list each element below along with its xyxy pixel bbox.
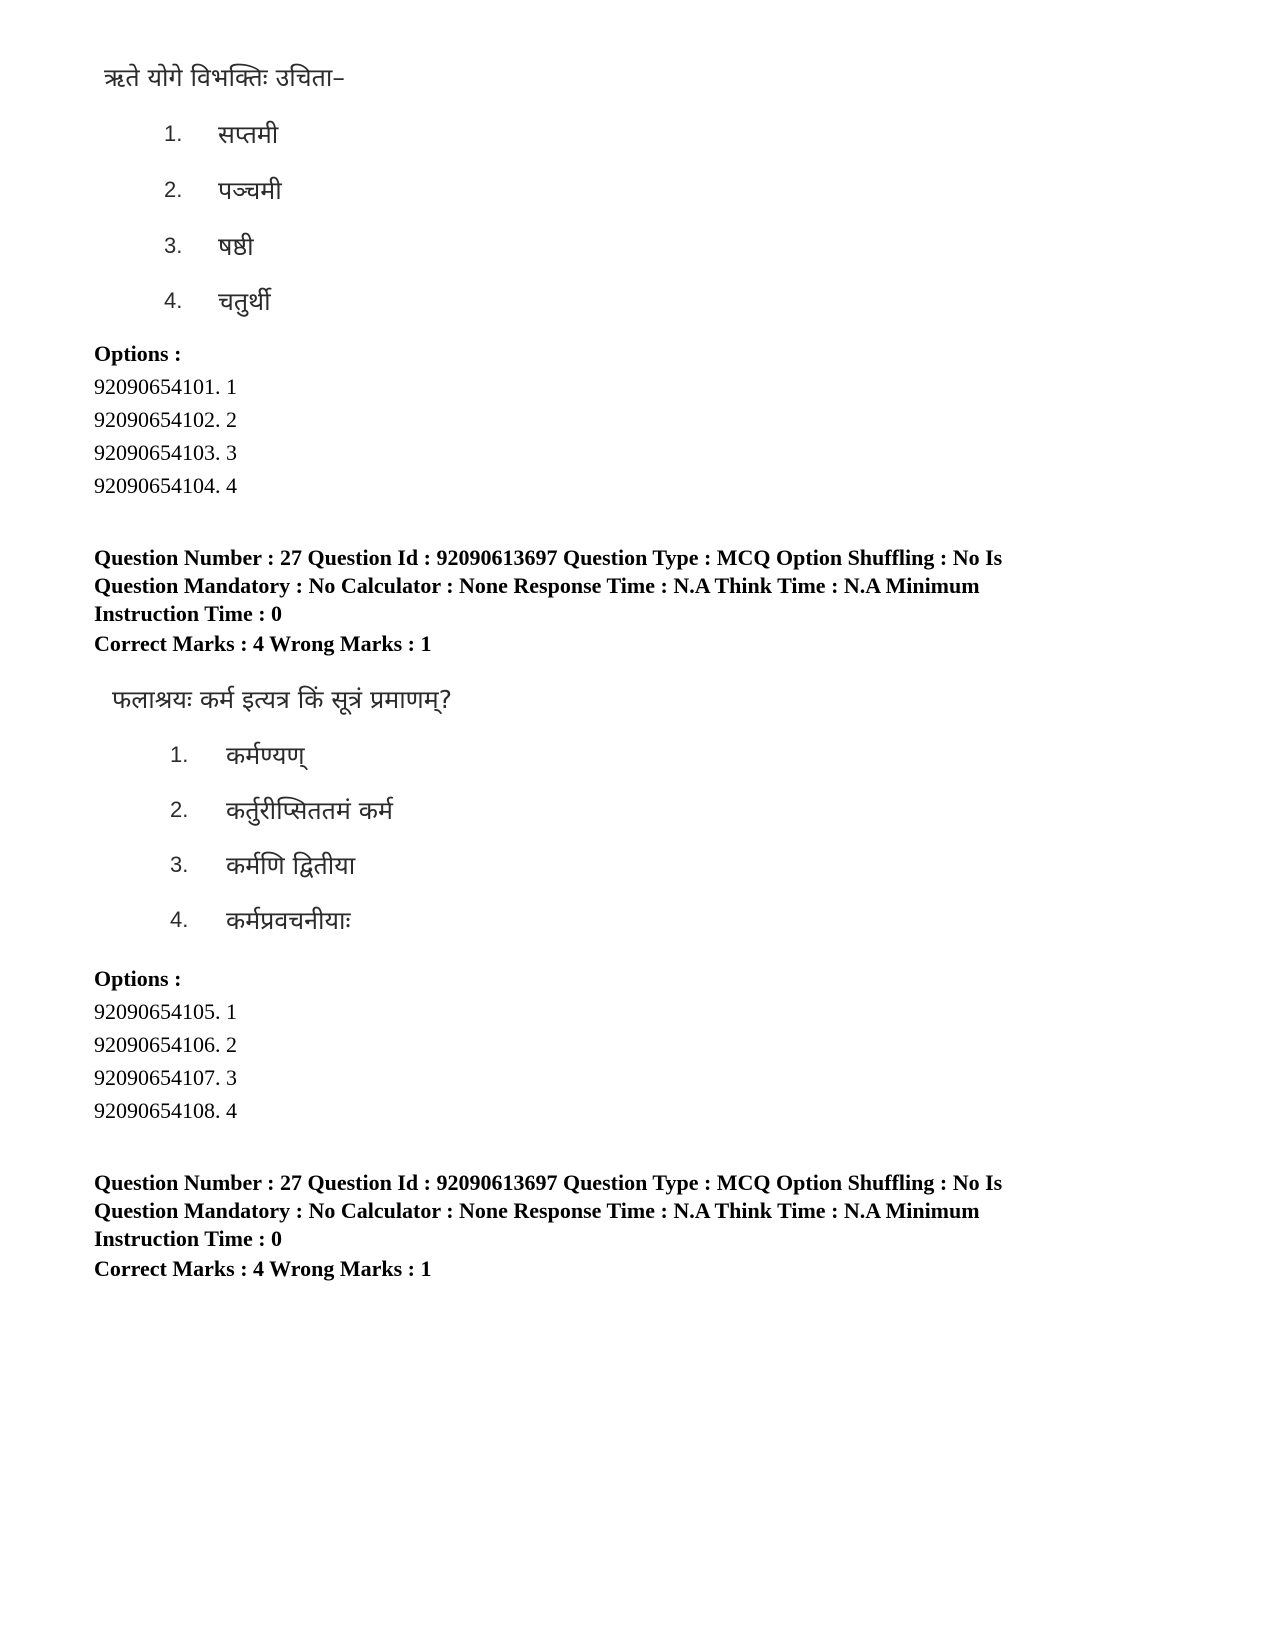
choice-text: पञ्चमी: [218, 176, 282, 205]
marks-line: Correct Marks : 4 Wrong Marks : 1: [94, 1256, 432, 1281]
choice-text: कर्मणि द्वितीया: [226, 851, 356, 880]
choice-number: 3.: [164, 233, 183, 258]
option-item: [94, 1094, 237, 1127]
choice-text: सप्तमी: [218, 120, 279, 149]
choice-row: [164, 117, 278, 151]
meta-line: Question Mandatory : No Calculator : None Response Time : N.A Think Time : N.A Minimum: [94, 573, 980, 598]
meta-line: Question Mandatory : No Calculator : None Response Time : N.A Think Time : N.A Minimum: [94, 1198, 980, 1223]
option-value: 2: [226, 1032, 237, 1057]
option-id: 92090654105.: [94, 999, 221, 1024]
option-value: 4: [226, 1098, 237, 1123]
question-stem-2: फलाश्रयः कर्म इत्यत्र किं सूत्रं प्रमाणम्?: [112, 685, 452, 714]
options-label: Options :: [94, 966, 182, 991]
marks-line: Correct Marks : 4 Wrong Marks : 1: [94, 631, 432, 656]
meta-line: Instruction Time : 0: [94, 601, 283, 626]
choice-text: चतुर्थी: [218, 287, 271, 316]
choice-number: 2.: [170, 797, 189, 822]
question-meta: [94, 544, 1124, 628]
option-item: [94, 469, 237, 502]
choice-number: 4.: [170, 907, 189, 932]
choice-row: [164, 173, 282, 207]
options-label: Options :: [94, 341, 182, 366]
option-item: [94, 1061, 237, 1094]
question-meta: [94, 1169, 1124, 1253]
choice-number: 3.: [170, 852, 189, 877]
option-id: 92090654101.: [94, 374, 221, 399]
choice-row: [170, 903, 351, 937]
option-value: 3: [226, 440, 237, 465]
meta-line: Question Number : 27 Question Id : 92090613697 Question Type : MCQ Option Shuffling : No Is: [94, 1170, 1003, 1195]
option-value: 3: [226, 1065, 237, 1090]
option-value: 1: [226, 374, 237, 399]
option-id: 92090654107.: [94, 1065, 221, 1090]
option-item: [94, 995, 237, 1028]
option-id: 92090654104.: [94, 473, 221, 498]
choice-text: कर्मण्यण्: [226, 741, 305, 770]
choice-row: [164, 284, 271, 318]
option-id: 92090654102.: [94, 407, 221, 432]
meta-line: Question Number : 27 Question Id : 92090613697 Question Type : MCQ Option Shuffling : No Is: [94, 545, 1003, 570]
choice-text: कर्मप्रवचनीयाः: [226, 906, 351, 935]
option-item: [94, 403, 237, 436]
choice-number: 1.: [170, 742, 189, 767]
option-value: 4: [226, 473, 237, 498]
choice-number: 4.: [164, 288, 183, 313]
meta-line: Instruction Time : 0: [94, 1226, 283, 1251]
option-value: 1: [226, 999, 237, 1024]
option-value: 2: [226, 407, 237, 432]
option-id: 92090654103.: [94, 440, 221, 465]
choice-row: [164, 229, 254, 263]
choice-number: 1.: [164, 121, 183, 146]
choice-row: [170, 793, 393, 827]
choice-text: कर्तुरीप्सिततमं कर्म: [226, 796, 393, 825]
option-item: [94, 436, 237, 469]
choice-number: 2.: [164, 177, 183, 202]
choice-row: [170, 738, 305, 772]
option-item: [94, 1028, 237, 1061]
choice-row: [170, 848, 355, 882]
option-id: 92090654106.: [94, 1032, 221, 1057]
option-item: [94, 370, 237, 403]
options-list: [94, 370, 237, 502]
choice-text: षष्ठी: [218, 232, 254, 261]
option-id: 92090654108.: [94, 1098, 221, 1123]
question-stem-1: ऋते योगे विभक्तिः उचिता–: [104, 63, 345, 92]
options-list: [94, 995, 237, 1127]
